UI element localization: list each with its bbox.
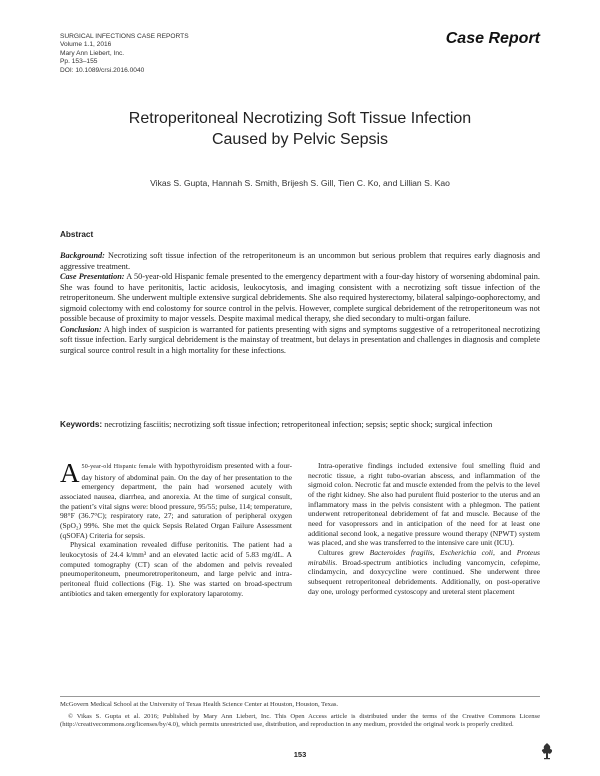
journal-line: Pp. 153–155 (60, 58, 98, 66)
footnote-divider (60, 696, 540, 697)
case-text: A 50-year-old Hispanic female presented to the emergency department with a four-day history of worsening abdominal pain. She was found to have peritonitis, lactic acidosis, leukocytosis, and imaging consistent with a necrotizing soft tissue infection of the retroperitoneum. She underwent multiple extensive surgical debridements. She also required hysterectomy, bilateral salpingo-oophorectomy, and sigmoid colectomy with end colostomy for source control in the pelvis. However, complete surgical debridement of the retroperitoneum was not possible because of proximity to major vessels. Despite maximal medical therapy, she died secondary to multi-organ failure. (60, 272, 540, 323)
journal-line: Volume 1.1, 2016 (60, 41, 112, 49)
background-text: Necrotizing soft tissue infection of the retroperitoneum is an uncommon but serious problem that requires early diagnosis and aggressive treatment. (60, 251, 541, 271)
paragraph (60, 458, 293, 540)
paragraph: Intra-operative findings included extensive foul smelling fluid and necrotic tissue, a right tubo-ovarian abscess, and inflammation of the sigmoid colon. Necrotic fat and muscle extended from the pelvis to the level of the right kidney. She also had purulent fluid posterior to the uterus and an inflammatory mass in the pelvis consistent with a phlegmon. The patient underwent retroperitoneal debridement of fat and muscle. Because of the need for vasopressors and in anticipation of the need for at least one additional second look, a negative pressure wound therapy (NPWT) system was placed, and she was transferred to the intensive care unit (ICU). (308, 461, 540, 548)
keywords-text: necrotizing fasciitis; necrotizing soft tissue infection; retroperitoneal infection; sepsis; septic shock; surgical infection (104, 420, 493, 429)
abstract-case (60, 272, 540, 325)
paragraph: Physical examination revealed diffuse peritonitis. The patient had a leukocytosis of 24.4 k/mm³ and an elevated lactic acid of 5.83 mg/dL. A computed tomography (CT) scan of the abdomen and pelvis revealed pneumoperitoneum, pneumoretroperitoneum, and large pelvic and intra-peritoneal fluid collections (Fig. 1). She was started on broad-spectrum antibiotics and taken emergently for exploratory laparotomy. (60, 540, 292, 598)
paragraph-text: with hypothyroidism presented with a four-day history of abdominal pain. On the day of her presentation to the emergency department, the pain had worsened acutely with associated nausea, diarrhea, and anorexia. At the time of surgical consult, the patient’s vital signs were: blood pressure, 95/55; pulse, 114; temperature, 98°F (36.7°C); respiratory rate, 27; and saturation of peripheral oxygen (SpO₂) 99%. She met the quick Sepsis Related Organ Failure Assessment (qSOFA) Criteria for sepsis. (60, 461, 293, 540)
text-run: , (432, 547, 441, 557)
journal-line: DOI: 10.1089/crsi.2016.0040 (60, 66, 145, 74)
copyright-notice: © Vikas S. Gupta et al. 2016; Published by Mary Ann Liebert, Inc. This Open Access article is distributed under the terms of the Creative Commons License (http://creativecommons.org/licenses/by/4.0), which permits unrestricted use, distribution, and reproduction in any medium, provided the original work is properly credited. (60, 713, 540, 729)
paragraph (308, 548, 540, 596)
lead-in-smallcaps: 50-year-old Hispanic female (81, 464, 157, 470)
abstract-background (60, 251, 540, 272)
body-column-right (308, 461, 540, 596)
drop-cap: A (60, 458, 80, 488)
title-line-1: Retroperitoneal Necrotizing Soft Tissue Infection (128, 110, 472, 127)
publisher-logo-icon (540, 742, 554, 760)
background-label: Background: (60, 251, 105, 260)
organism-name: Escherichia coli (440, 547, 494, 557)
article-type: Case Report (445, 30, 540, 47)
keywords (60, 420, 540, 431)
case-label: Case Presentation: (60, 272, 125, 281)
abstract-heading: Abstract (60, 230, 94, 239)
journal-info (60, 33, 189, 75)
journal-line: Mary Ann Liebert, Inc. (60, 49, 125, 57)
title-line-2: Caused by Pelvic Sepsis (211, 131, 389, 148)
conclusion-label: Conclusion: (60, 324, 102, 334)
body-column-left (60, 458, 293, 598)
abstract-conclusion (60, 325, 540, 357)
text-run: , and (493, 547, 517, 557)
author-list: Vikas S. Gupta, Hannah S. Smith, Brijesh S. Gill, Tien C. Ko, and Lillian S. Kao (150, 178, 450, 188)
text-run: Cultures grew (318, 547, 370, 557)
organism-name: Proteus mirabilis (308, 547, 540, 567)
conclusion-text: A high index of suspicion is warranted for patients presenting with signs and symptoms suggestive of a retroperitoneal necrotizing soft tissue infection. Early surgical debridement is the mainstay of treatment, but delays in presentation and challenges in diagnosis and complete surgical source control result in a high mortality for these infections. (60, 324, 540, 355)
article-title (60, 108, 540, 150)
journal-line: SURGICAL INFECTIONS CASE REPORTS (60, 33, 189, 40)
organism-name: Bacteroides fragilis (369, 547, 433, 557)
abstract-body (60, 251, 540, 356)
keywords-label: Keywords: (60, 420, 103, 429)
affiliation: McGovern Medical School at the University of Texas Health Science Center at Houston, Houston, Texas. (60, 701, 339, 708)
text-run: . Broad-spectrum antibiotics including vancomycin, cefepime, clindamycin, and doxycycline were continued. She underwent three subsequent retroperitoneal debridements. Additionally, on post-operative day one, urology performed cystoscopy and ureteral stent placement (308, 557, 540, 596)
page-number: 153 (293, 750, 307, 759)
